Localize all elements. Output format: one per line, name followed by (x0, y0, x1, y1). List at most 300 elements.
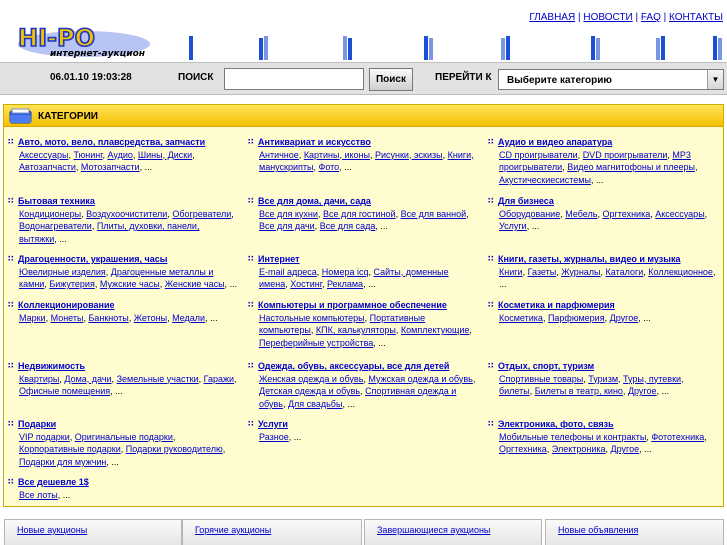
bullet-dots-icon: ∷ (488, 361, 493, 370)
category-clothing (248, 360, 478, 410)
subcategory-link[interactable]: Медали (172, 312, 206, 323)
subcategory-separator: , (529, 386, 535, 397)
bullet-dots-icon: ∷ (8, 254, 13, 263)
tab-label[interactable]: Горячие аукционы (195, 525, 272, 535)
subcategory-link[interactable]: CD проигрыватели (499, 149, 578, 160)
decor-bar (423, 34, 439, 60)
subcategory-separator: , (694, 162, 698, 173)
bullet-dots-icon: ∷ (248, 361, 253, 370)
subcategory-link[interactable]: Обогреватели (172, 208, 232, 219)
subcategory-link[interactable]: Фото (318, 162, 340, 173)
subcategory-separator: , (646, 431, 652, 442)
subcategory-separator: , (704, 208, 708, 219)
category-title-link[interactable]: Антиквариат и искусство (258, 137, 371, 147)
subcategory-separator: , (45, 312, 51, 323)
subcategory-list (248, 431, 478, 444)
category-title-link[interactable]: Отдых, спорт, туризм (498, 361, 595, 371)
subcategory-link[interactable]: Мотозапчасти (80, 162, 140, 173)
subcategory-link[interactable]: Хостинг (290, 279, 322, 290)
decor-bar (655, 34, 671, 60)
nav-home-link[interactable]: ГЛАВНАЯ (529, 12, 576, 23)
category-collecting (8, 299, 238, 324)
header (0, 0, 727, 62)
bullet-dots-icon: ∷ (8, 196, 13, 205)
bullet-dots-icon: ∷ (488, 254, 493, 263)
nav-separator: | (635, 12, 639, 23)
subcategory-link[interactable]: Подарки руководителю (125, 444, 223, 455)
more-ellipsis: , ... (139, 162, 153, 173)
decor-bar (712, 34, 727, 60)
subcategory-separator: , (360, 386, 366, 397)
dropdown-arrow-icon[interactable]: ▼ (707, 70, 723, 89)
subcategory-separator: , (159, 279, 165, 290)
category-title-link[interactable]: Книги, газеты, журналы, видео и музыка (498, 254, 681, 264)
subcategory-separator: , (231, 208, 234, 219)
subcategory-link[interactable]: Туры, путевки, билеты (499, 373, 684, 397)
nav-separator: | (663, 12, 667, 23)
category-header (248, 253, 478, 266)
subcategory-separator: , (556, 266, 562, 277)
subcategory-separator: , (704, 431, 707, 442)
category-title-link[interactable]: Одежда, обувь, аксессуары, все для детей (258, 361, 450, 371)
subcategory-link[interactable]: Все лоты (19, 489, 58, 500)
subcategory-link[interactable]: Аксессуары (655, 208, 705, 219)
subcategory-separator: , (111, 373, 117, 384)
subcategory-separator: , (562, 162, 568, 173)
subcategory-link[interactable]: Комплектующие (400, 325, 470, 336)
category-title-link[interactable]: Недвижимость (18, 361, 86, 371)
subcategory-separator: , (75, 162, 81, 173)
subcategory-list (488, 431, 718, 456)
category-computers (248, 299, 478, 349)
subcategory-list (488, 266, 718, 291)
subcategory-separator: , (469, 325, 472, 336)
subcategory-link[interactable]: Номера icq (321, 266, 369, 277)
category-cosmetics (488, 299, 718, 324)
subcategory-link[interactable]: Драгоценные металлы и камни (19, 266, 214, 290)
subcategory-separator: , (604, 312, 610, 323)
subcategory-separator: , (600, 266, 606, 277)
category-header (8, 299, 238, 312)
decor-bar (342, 34, 358, 60)
more-ellipsis: , ... (499, 266, 716, 290)
subcategory-link[interactable]: Ювелирные изделия (19, 266, 106, 277)
category-appliances (8, 195, 238, 245)
subcategory-link[interactable]: Для свадьбы (287, 398, 343, 409)
tab-label[interactable]: Новые аукционы (17, 525, 88, 535)
subcategory-separator: , (120, 444, 126, 455)
category-title-link[interactable]: Компьютеры и программное обеспечение (258, 300, 447, 310)
search-label: ПОИСК (178, 72, 214, 83)
subcategory-separator: , (313, 162, 319, 173)
subcategory-link[interactable]: Мебель (565, 208, 598, 219)
decor-bar (500, 34, 516, 60)
category-header (488, 195, 718, 208)
nav-faq-link[interactable]: FAQ (640, 12, 661, 23)
subcategory-separator: , (622, 386, 628, 397)
subcategory-list (8, 373, 238, 398)
category-title-link[interactable]: Для бизнеса (498, 196, 554, 206)
category-header (488, 299, 718, 312)
subcategory-list (248, 312, 478, 350)
subcategory-separator: , (597, 208, 603, 219)
subcategory-link[interactable]: MP3 проигрыватели (499, 149, 691, 173)
decor-bar (590, 34, 606, 60)
subcategory-link[interactable]: Газеты (527, 266, 557, 277)
subcategory-link[interactable]: Аудио (107, 149, 133, 160)
subcategory-list (8, 312, 238, 325)
categories-title: КАТЕГОРИИ (38, 111, 98, 122)
search-button[interactable]: Поиск (369, 68, 413, 91)
more-ellipsis: , ... (373, 337, 386, 348)
subcategory-link[interactable]: Разное (259, 431, 289, 442)
subcategory-link[interactable]: Книги, манускрипты (259, 149, 474, 173)
subcategory-list (248, 373, 478, 411)
subcategory-list (488, 312, 718, 325)
subcategory-link[interactable]: Спортивные товары (499, 373, 584, 384)
subcategory-separator: , (442, 149, 448, 160)
subcategory-link[interactable]: Корпоративные подарки (19, 444, 121, 455)
bullet-dots-icon: ∷ (8, 477, 13, 486)
subcategory-link[interactable]: Женская одежда и обувь (259, 373, 364, 384)
subcategory-separator: , (222, 444, 226, 455)
more-ellipsis: , ... (363, 279, 376, 290)
subcategory-separator: , (363, 373, 369, 384)
tab-ending-auctions[interactable] (364, 519, 542, 545)
bullet-dots-icon: ∷ (488, 300, 493, 309)
search-input[interactable] (224, 68, 364, 90)
subcategory-separator: , (91, 221, 97, 232)
subcategory-separator: , (102, 149, 108, 160)
category-title-link[interactable]: Косметика и парфюмерия (498, 300, 615, 310)
subcategory-link[interactable]: Мужская одежда и обувь (368, 373, 473, 384)
subcategory-link[interactable]: Автозапчасти (19, 162, 76, 173)
subcategory-separator: , (44, 279, 50, 290)
subcategory-link[interactable]: Фототехника (651, 431, 705, 442)
category-header (248, 418, 478, 431)
category-auto (8, 136, 238, 174)
category-home-garden (248, 195, 478, 233)
more-ellipsis: , ... (342, 398, 355, 409)
subcategory-separator: , (472, 373, 476, 384)
category-title-link[interactable]: Авто, мото, вело, плавсредства, запчасти (18, 137, 206, 147)
subcategory-link[interactable]: Воздухоочистители (86, 208, 168, 219)
subcategory-list (8, 208, 238, 246)
more-ellipsis: , ... (638, 312, 651, 323)
subcategory-separator: , (68, 149, 74, 160)
subcategory-separator: , (83, 312, 89, 323)
bullet-dots-icon: ∷ (488, 419, 493, 428)
subcategory-link[interactable]: Акустическиесистемы (499, 174, 591, 185)
tab-new-listings[interactable] (545, 519, 724, 545)
tab-label[interactable]: Новые объявления (558, 525, 639, 535)
bullet-dots-icon: ∷ (8, 419, 13, 428)
subcategory-link[interactable]: Мужские часы (99, 279, 160, 290)
subcategory-list (8, 489, 238, 502)
subcategory-link[interactable]: Тюнинг (73, 149, 103, 160)
current-datetime: 06.01.10 19:03:28 (50, 72, 132, 83)
subcategory-link[interactable]: Туризм (588, 373, 619, 384)
subcategory-link[interactable]: Все для ванной (400, 208, 467, 219)
more-ellipsis: , ... (205, 312, 218, 323)
category-internet (248, 253, 478, 291)
more-ellipsis: , ... (288, 431, 302, 442)
subcategory-separator: , (69, 431, 75, 442)
subcategory-separator: , (105, 266, 111, 277)
subcategory-separator: , (316, 266, 322, 277)
category-title-link[interactable]: Бытовая техника (18, 196, 95, 206)
top-nav (529, 12, 723, 23)
logo-subtitle: интернет-аукцион (50, 49, 145, 59)
nav-separator: | (577, 12, 581, 23)
category-under-1 (8, 476, 238, 501)
subcategory-link[interactable]: Все для кухни (259, 208, 318, 219)
category-title-link[interactable]: Все для дома, дачи, сада (258, 196, 371, 206)
subcategory-link[interactable]: Реклама (326, 279, 364, 290)
subcategory-list (8, 266, 238, 291)
category-header (8, 195, 238, 208)
subcategory-link[interactable]: Билеты в театр, кино (534, 386, 623, 397)
category-electronics (488, 418, 718, 456)
bullet-dots-icon: ∷ (248, 196, 253, 205)
subcategory-link[interactable]: Женские часы (164, 279, 225, 290)
bullet-dots-icon: ∷ (488, 196, 493, 205)
bullet-dots-icon: ∷ (248, 137, 253, 146)
subcategory-link[interactable]: Портативные компьютеры (259, 312, 426, 336)
subcategory-link[interactable]: Монеты (50, 312, 84, 323)
subcategory-link[interactable]: Дома, дачи (64, 373, 112, 384)
site-logo[interactable] (12, 22, 162, 62)
subcategory-link[interactable]: КПК, калькуляторы (315, 325, 396, 336)
subcategory-link[interactable]: Квартиры (19, 373, 60, 384)
subcategory-link[interactable]: Парфюмерия (547, 312, 605, 323)
subcategory-link[interactable]: Водонагреватели (19, 221, 92, 232)
subcategory-link[interactable]: Плиты, духовки, панели, вытяжки (19, 221, 200, 244)
category-header (488, 360, 718, 373)
subcategory-separator: , (314, 221, 320, 232)
subcategory-list (248, 149, 478, 174)
category-header (488, 418, 718, 431)
subcategory-separator: , (395, 325, 401, 336)
subcategory-link[interactable]: Все для гостиной (322, 208, 396, 219)
subcategory-link[interactable]: Все для дачи (259, 221, 315, 232)
category-header (248, 299, 478, 312)
category-title-link[interactable]: Подарки (18, 419, 57, 429)
subcategory-link[interactable]: Банкноты (88, 312, 129, 323)
category-jewelry (8, 253, 238, 291)
subcategory-separator: , (234, 373, 237, 384)
subcategory-separator: , (192, 149, 195, 160)
subcategory-separator: , (128, 312, 134, 323)
subcategory-separator: , (605, 444, 611, 455)
bullet-dots-icon: ∷ (8, 137, 13, 146)
category-select[interactable] (498, 69, 724, 90)
more-ellipsis: , ... (54, 233, 67, 244)
more-ellipsis: , ... (57, 489, 71, 500)
subcategory-separator: , (395, 208, 401, 219)
subcategory-separator: , (282, 398, 288, 409)
subcategory-link[interactable]: Оргтехника (499, 444, 547, 455)
categories-panel (3, 104, 724, 507)
categories-panel-header (4, 105, 723, 127)
subcategory-separator: , (522, 266, 528, 277)
subcategory-link[interactable]: E-mail адреса (259, 266, 317, 277)
subcategory-link[interactable]: Бижутерия (49, 279, 95, 290)
subcategory-link[interactable]: Услуги (499, 221, 527, 232)
subcategory-link[interactable]: Переферийные устройства (259, 337, 374, 348)
subcategory-separator: , (59, 373, 65, 384)
category-title-link[interactable]: Драгоценности, украшения, часы (18, 254, 168, 264)
folder-stack-icon (8, 107, 34, 125)
subcategory-link[interactable]: Каталоги (605, 266, 644, 277)
nav-contacts-link[interactable]: КОНТАКТЫ (669, 12, 723, 23)
subcategory-link[interactable]: Шины, Диски (137, 149, 193, 160)
subcategory-separator: , (583, 373, 589, 384)
toolbar (0, 62, 727, 95)
subcategory-separator: , (167, 312, 173, 323)
goto-label: ПЕРЕЙТИ К (435, 72, 492, 83)
category-title-link[interactable]: Все дешевле 1$ (18, 477, 89, 487)
subcategory-link[interactable]: Оргтехника (602, 208, 651, 219)
more-ellipsis: , ... (339, 162, 352, 173)
category-title-link[interactable]: Коллекционирование (18, 300, 115, 310)
subcategory-separator: , (310, 325, 316, 336)
subcategory-link[interactable]: Журналы (561, 266, 601, 277)
subcategory-list (488, 208, 718, 233)
subcategory-link[interactable]: Жетоны (133, 312, 168, 323)
subcategory-link[interactable]: DVD проигрыватели (582, 149, 668, 160)
subcategory-separator: , (369, 149, 375, 160)
subcategory-separator: , (618, 373, 624, 384)
subcategory-separator: , (466, 208, 469, 219)
subcategory-link[interactable]: Другое (610, 444, 640, 455)
category-header (8, 360, 238, 373)
subcategory-list (248, 266, 478, 291)
category-header (8, 253, 238, 266)
subcategory-separator: , (368, 266, 374, 277)
category-title-link[interactable]: Услуги (258, 419, 288, 429)
subcategory-link[interactable]: Подарки для мужчин (19, 456, 107, 467)
subcategory-link[interactable]: Детская одежда и обувь (259, 386, 361, 397)
bullet-dots-icon: ∷ (248, 419, 253, 428)
nav-news-link[interactable]: НОВОСТИ (583, 12, 633, 23)
more-ellipsis: , ... (106, 456, 119, 467)
category-header (488, 136, 718, 149)
subcategory-link[interactable]: Марки (19, 312, 46, 323)
logo-text: HI-PO (18, 24, 95, 52)
subcategory-separator: , (560, 208, 566, 219)
subcategory-list (488, 149, 718, 187)
more-ellipsis: , ... (590, 174, 604, 185)
more-ellipsis: , ... (110, 386, 123, 397)
subcategory-link[interactable]: Офисные помещения (19, 386, 111, 397)
subcategory-link[interactable]: Античное (259, 149, 299, 160)
more-ellipsis: , ... (656, 386, 670, 397)
category-header (248, 360, 478, 373)
subcategory-link[interactable]: Земельные участки (116, 373, 199, 384)
tab-new-auctions[interactable] (4, 519, 182, 545)
subcategory-separator: , (667, 149, 673, 160)
subcategory-link[interactable]: Другое (609, 312, 639, 323)
subcategory-link[interactable]: Кондиционеры (19, 208, 82, 219)
subcategory-link[interactable]: Электроника (551, 444, 606, 455)
subcategory-separator: , (643, 266, 649, 277)
subcategory-link[interactable]: Мобильные телефоны и контракты (499, 431, 647, 442)
subcategory-link[interactable]: Гаражи (203, 373, 235, 384)
decor-bar (188, 34, 204, 60)
category-header (8, 418, 238, 431)
bullet-dots-icon: ∷ (488, 137, 493, 146)
category-gifts (8, 418, 238, 468)
category-audio-video (488, 136, 718, 186)
tab-label[interactable]: Завершающиеся аукционы (377, 525, 491, 535)
subcategory-separator: , (198, 373, 204, 384)
subcategory-link[interactable]: Коллекционное (648, 266, 713, 277)
subcategory-link[interactable]: Сайты, доменные имена (259, 266, 449, 290)
subcategory-list (248, 208, 478, 233)
subcategory-separator: , (285, 279, 291, 290)
more-ellipsis: , ... (639, 444, 652, 455)
subcategory-separator: , (321, 279, 327, 290)
subcategory-link[interactable]: Косметика (499, 312, 543, 323)
subcategory-link[interactable]: Спортивная одежда и обувь (259, 386, 457, 409)
category-header (248, 136, 478, 149)
subcategory-link[interactable]: Настольные компьютеры (259, 312, 365, 323)
subcategory-separator: , (650, 208, 656, 219)
subcategory-separator: , (167, 208, 173, 219)
bullet-dots-icon: ∷ (248, 300, 253, 309)
subcategory-separator: , (577, 149, 583, 160)
subcategory-link[interactable]: Картины, иконы (303, 149, 370, 160)
category-leisure (488, 360, 718, 398)
category-title-link[interactable]: Аудио и видео апаратура (498, 137, 613, 147)
more-ellipsis: , ... (224, 279, 238, 290)
bullet-dots-icon: ∷ (248, 254, 253, 263)
subcategory-link[interactable]: Оборудование (499, 208, 561, 219)
more-ellipsis: , ... (375, 221, 388, 232)
category-antiques (248, 136, 478, 174)
subcategory-separator: , (364, 312, 370, 323)
more-ellipsis: , ... (526, 221, 540, 232)
category-real-estate (8, 360, 238, 398)
subcategory-separator: , (546, 444, 552, 455)
category-services (248, 418, 478, 443)
category-header (248, 195, 478, 208)
category-title-link[interactable]: Электроника, фото, связь (498, 419, 614, 429)
tab-hot-auctions[interactable] (182, 519, 362, 545)
subcategory-list (8, 431, 238, 469)
subcategory-link[interactable]: Видео магнитофоны и плееры (567, 162, 695, 173)
decor-bar (258, 34, 274, 60)
subcategory-separator: , (132, 149, 138, 160)
bullet-dots-icon: ∷ (8, 361, 13, 370)
category-business (488, 195, 718, 233)
category-header (8, 476, 238, 489)
category-header (8, 136, 238, 149)
subcategory-link[interactable]: Книги (499, 266, 523, 277)
category-title-link[interactable]: Интернет (258, 254, 300, 264)
subcategory-link[interactable]: Другое (627, 386, 657, 397)
category-books-media (488, 253, 718, 291)
subcategory-link[interactable]: VIP подарки (19, 431, 70, 442)
subcategory-separator: , (298, 149, 304, 160)
category-header (488, 253, 718, 266)
subcategory-separator: , (542, 312, 548, 323)
subcategory-link[interactable]: Рисунки, эскизы (374, 149, 443, 160)
subcategory-link[interactable]: Оригинальные подарки (74, 431, 173, 442)
subcategory-link[interactable]: Аксессуары (19, 149, 69, 160)
subcategory-link[interactable]: Все для сада (319, 221, 376, 232)
